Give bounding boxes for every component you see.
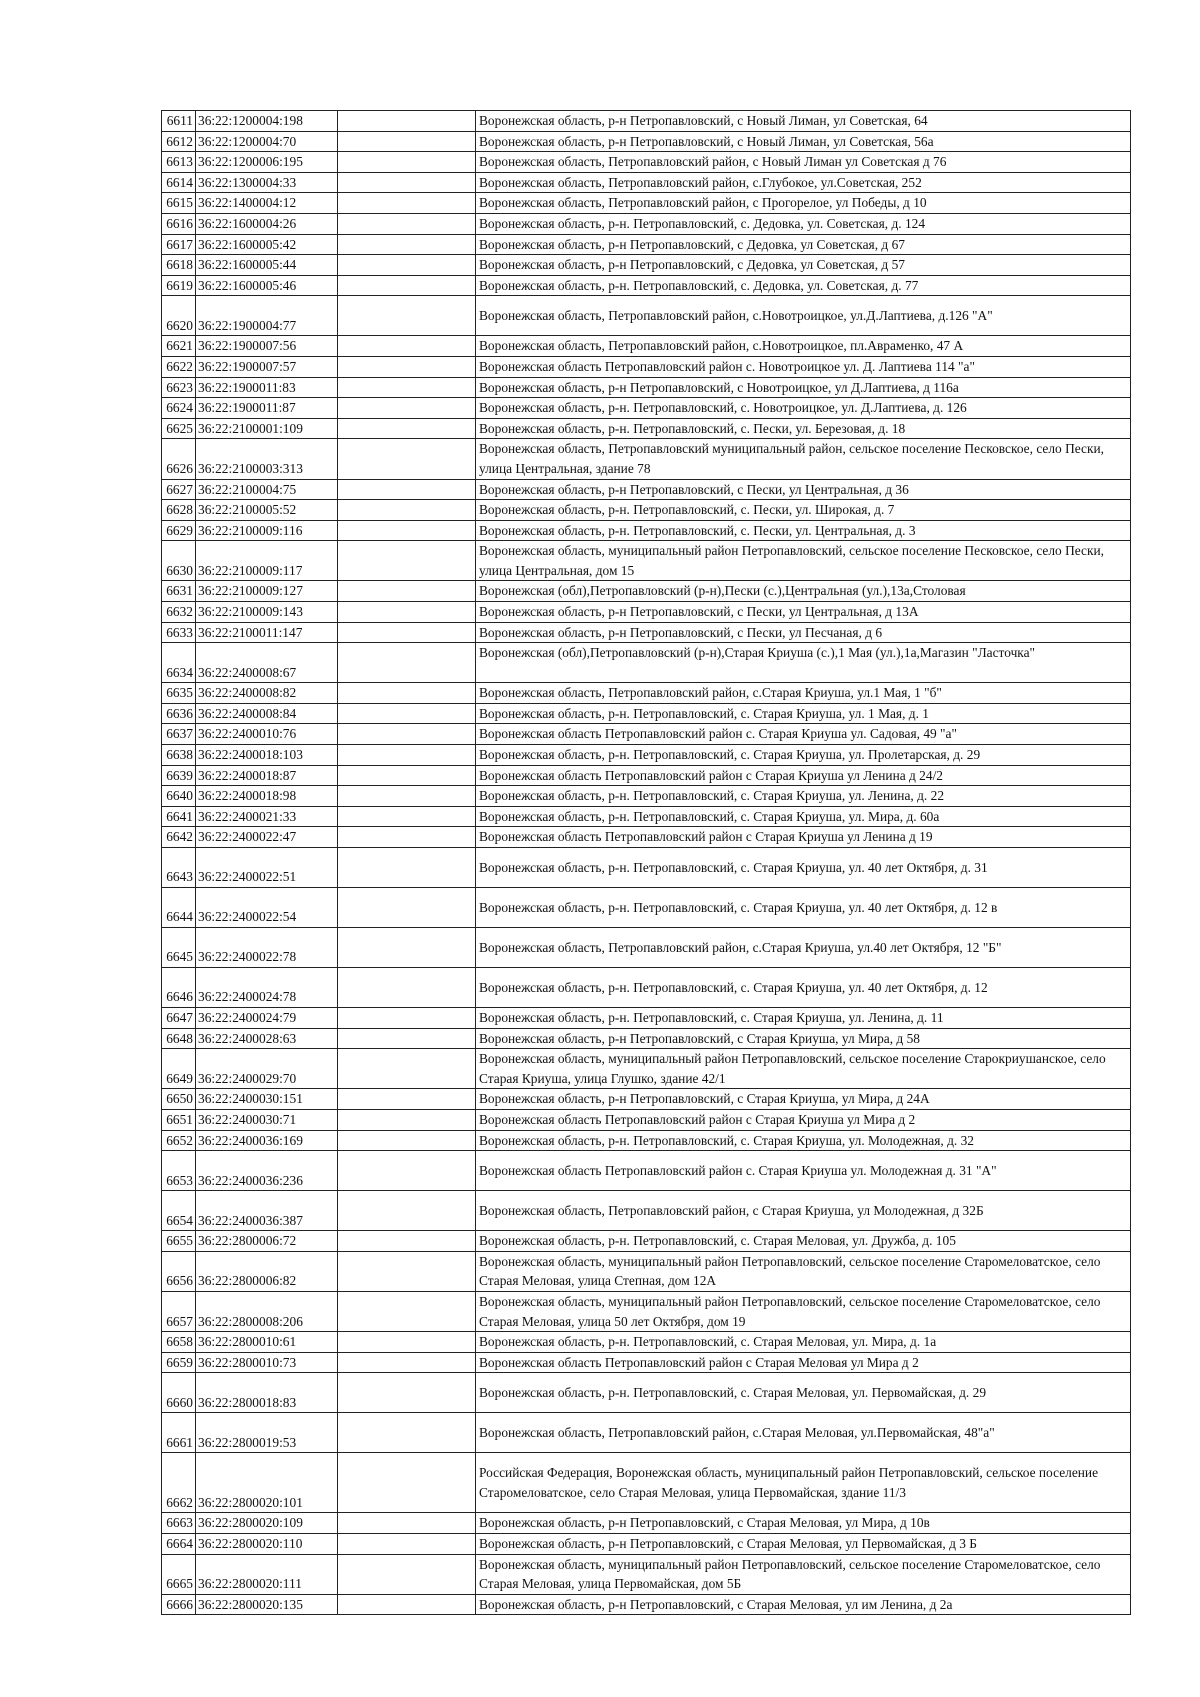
address: Воронежская область, Петропавловский муниципальный район, сельское поселение Песковское, село Пески, улица Центральная, здание 78 bbox=[476, 439, 1131, 479]
row-number: 6647 bbox=[162, 1008, 196, 1029]
row-number: 6663 bbox=[162, 1513, 196, 1534]
table-row bbox=[162, 1191, 1131, 1231]
empty-cell bbox=[338, 703, 476, 724]
cadastral-number: 36:22:1900004:77 bbox=[196, 296, 338, 336]
table-row bbox=[162, 1130, 1131, 1151]
address: Воронежская область, р-н Петропавловский, с Старая Меловая, ул им Ленина, д 2а bbox=[476, 1594, 1131, 1615]
row-number: 6665 bbox=[162, 1554, 196, 1594]
row-number: 6641 bbox=[162, 806, 196, 827]
empty-cell bbox=[338, 296, 476, 336]
empty-cell bbox=[338, 1231, 476, 1252]
empty-cell bbox=[338, 1151, 476, 1191]
address: Воронежская область, р-н. Петропавловский, с. Старая Меловая, ул. Мира, д. 1а bbox=[476, 1332, 1131, 1353]
empty-cell bbox=[338, 152, 476, 173]
cadastral-number: 36:22:2800010:73 bbox=[196, 1352, 338, 1373]
cadastral-number: 36:22:2800006:72 bbox=[196, 1231, 338, 1252]
address: Воронежская область, р-н. Петропавловский, с. Старая Криуша, ул. 40 лет Октября, д. 12 bbox=[476, 968, 1131, 1008]
cadastral-number: 36:22:2100009:127 bbox=[196, 581, 338, 602]
address: Воронежская область, Петропавловский район, с.Новотроицкое, пл.Авраменко, 47 А bbox=[476, 336, 1131, 357]
address: Воронежская область, р-н Петропавловский, с Старая Меловая, ул Первомайская, д 3 Б bbox=[476, 1533, 1131, 1554]
empty-cell bbox=[338, 928, 476, 968]
row-number: 6649 bbox=[162, 1049, 196, 1089]
empty-cell bbox=[338, 1413, 476, 1453]
address: Воронежская область, р-н Петропавловский, с Старая Меловая, ул Мира, д 10в bbox=[476, 1513, 1131, 1534]
address: Воронежская область, р-н Петропавловский, с Новый Лиман, ул Советская, 64 bbox=[476, 111, 1131, 132]
row-number: 6616 bbox=[162, 213, 196, 234]
address: Воронежская область, р-н Петропавловский, с Пески, ул Центральная, д 36 bbox=[476, 479, 1131, 500]
address: Воронежская область, р-н. Петропавловский, с. Старая Криуша, ул. Пролетарская, д. 29 bbox=[476, 745, 1131, 766]
cadastral-number: 36:22:1200004:198 bbox=[196, 111, 338, 132]
table-row bbox=[162, 1008, 1131, 1029]
cadastral-number: 36:22:1600005:42 bbox=[196, 234, 338, 255]
empty-cell bbox=[338, 1049, 476, 1089]
table-row bbox=[162, 1089, 1131, 1110]
table-row bbox=[162, 1231, 1131, 1252]
table-row bbox=[162, 703, 1131, 724]
empty-cell bbox=[338, 968, 476, 1008]
cadastral-number: 36:22:2400018:98 bbox=[196, 786, 338, 807]
empty-cell bbox=[338, 541, 476, 581]
row-number: 6628 bbox=[162, 500, 196, 521]
address: Воронежская область, р-н Петропавловский, с Новотроицкое, ул Д.Лаптиева, д 116а bbox=[476, 377, 1131, 398]
row-number: 6622 bbox=[162, 356, 196, 377]
table-row bbox=[162, 255, 1131, 276]
table-row bbox=[162, 172, 1131, 193]
empty-cell bbox=[338, 1533, 476, 1554]
empty-cell bbox=[338, 193, 476, 214]
cadastral-number: 36:22:2400021:33 bbox=[196, 806, 338, 827]
table-row bbox=[162, 213, 1131, 234]
row-number: 6619 bbox=[162, 275, 196, 296]
table-row bbox=[162, 581, 1131, 602]
empty-cell bbox=[338, 1008, 476, 1029]
row-number: 6624 bbox=[162, 398, 196, 419]
row-number: 6636 bbox=[162, 703, 196, 724]
address: Воронежская область, р-н Петропавловский, с Пески, ул Центральная, д 13А bbox=[476, 602, 1131, 623]
cadastral-number: 36:22:1400004:12 bbox=[196, 193, 338, 214]
row-number: 6611 bbox=[162, 111, 196, 132]
row-number: 6652 bbox=[162, 1130, 196, 1151]
address: Воронежская область, Петропавловский район, с.Старая Меловая, ул.Первомайская, 48"а" bbox=[476, 1413, 1131, 1453]
row-number: 6635 bbox=[162, 683, 196, 704]
table-row bbox=[162, 1109, 1131, 1130]
row-number: 6657 bbox=[162, 1291, 196, 1331]
address: Воронежская область, р-н. Петропавловский, с. Пески, ул. Березовая, д. 18 bbox=[476, 418, 1131, 439]
empty-cell bbox=[338, 602, 476, 623]
address: Воронежская область, р-н. Петропавловский, с. Пески, ул. Широкая, д. 7 bbox=[476, 500, 1131, 521]
empty-cell bbox=[338, 111, 476, 132]
cadastral-number: 36:22:2100004:75 bbox=[196, 479, 338, 500]
empty-cell bbox=[338, 213, 476, 234]
empty-cell bbox=[338, 1028, 476, 1049]
cadastral-number: 36:22:2400022:47 bbox=[196, 827, 338, 848]
cadastral-number: 36:22:2100009:143 bbox=[196, 602, 338, 623]
empty-cell bbox=[338, 1453, 476, 1513]
empty-cell bbox=[338, 172, 476, 193]
empty-cell bbox=[338, 1089, 476, 1110]
empty-cell bbox=[338, 1291, 476, 1331]
address: Воронежская область, муниципальный район Петропавловский, сельское поселение Старомеловатское, село Старая Меловая, улица Первомайская, дом 5Б bbox=[476, 1554, 1131, 1594]
cadastral-number: 36:22:2800018:83 bbox=[196, 1373, 338, 1413]
row-number: 6633 bbox=[162, 622, 196, 643]
row-number: 6617 bbox=[162, 234, 196, 255]
cadastral-number: 36:22:2100009:117 bbox=[196, 541, 338, 581]
address: Воронежская область, Петропавловский район, с.Старая Криуша, ул.1 Мая, 1 "б" bbox=[476, 683, 1131, 704]
cadastral-number: 36:22:1900007:57 bbox=[196, 356, 338, 377]
empty-cell bbox=[338, 275, 476, 296]
empty-cell bbox=[338, 1130, 476, 1151]
table-row bbox=[162, 622, 1131, 643]
table-row bbox=[162, 131, 1131, 152]
row-number: 6631 bbox=[162, 581, 196, 602]
cadastral-number: 36:22:2800020:111 bbox=[196, 1554, 338, 1594]
cadastral-number: 36:22:2400022:54 bbox=[196, 888, 338, 928]
cadastral-number: 36:22:2400024:79 bbox=[196, 1008, 338, 1029]
cadastral-number: 36:22:2100009:116 bbox=[196, 520, 338, 541]
cadastral-number: 36:22:2400029:70 bbox=[196, 1049, 338, 1089]
address: Воронежская область, р-н. Петропавловский, с. Старая Меловая, ул. Дружба, д. 105 bbox=[476, 1231, 1131, 1252]
cadastral-number: 36:22:1900011:83 bbox=[196, 377, 338, 398]
table-row bbox=[162, 356, 1131, 377]
row-number: 6614 bbox=[162, 172, 196, 193]
empty-cell bbox=[338, 683, 476, 704]
address: Воронежская область, р-н. Петропавловский, с. Старая Криуша, ул. Ленина, д. 22 bbox=[476, 786, 1131, 807]
empty-cell bbox=[338, 1373, 476, 1413]
address: Воронежская область, р-н. Петропавловский, с. Дедовка, ул. Советская, д. 124 bbox=[476, 213, 1131, 234]
cadastral-number: 36:22:2400028:63 bbox=[196, 1028, 338, 1049]
empty-cell bbox=[338, 1554, 476, 1594]
table-row bbox=[162, 1291, 1131, 1331]
address: Воронежская область, Петропавловский район, с Новый Лиман ул Советская д 76 bbox=[476, 152, 1131, 173]
cadastral-number: 36:22:1200006:195 bbox=[196, 152, 338, 173]
table-row bbox=[162, 643, 1131, 683]
address: Воронежская область, муниципальный район Петропавловский, сельское поселение Старомеловатское, село Старая Меловая, улица Степная, дом 12А bbox=[476, 1251, 1131, 1291]
address: Воронежская область, муниципальный район Петропавловский, сельское поселение Старокриушанское, село Старая Криуша, улица Глушко, здание 42/1 bbox=[476, 1049, 1131, 1089]
row-number: 6656 bbox=[162, 1251, 196, 1291]
address: Воронежская область, р-н. Петропавловский, с. Старая Криуша, ул. 40 лет Октября, д. 31 bbox=[476, 848, 1131, 888]
empty-cell bbox=[338, 418, 476, 439]
cadastral-number: 36:22:2400030:71 bbox=[196, 1109, 338, 1130]
cadastral-number: 36:22:2800010:61 bbox=[196, 1332, 338, 1353]
row-number: 6626 bbox=[162, 439, 196, 479]
row-number: 6625 bbox=[162, 418, 196, 439]
table-row bbox=[162, 398, 1131, 419]
table-row bbox=[162, 848, 1131, 888]
address: Воронежская область, р-н. Петропавловский, с. Дедовка, ул. Советская, д. 77 bbox=[476, 275, 1131, 296]
empty-cell bbox=[338, 255, 476, 276]
row-number: 6645 bbox=[162, 928, 196, 968]
table-row bbox=[162, 541, 1131, 581]
table-row bbox=[162, 765, 1131, 786]
row-number: 6640 bbox=[162, 786, 196, 807]
table-row bbox=[162, 1554, 1131, 1594]
cadastral-number: 36:22:2800020:101 bbox=[196, 1453, 338, 1513]
row-number: 6642 bbox=[162, 827, 196, 848]
row-number: 6612 bbox=[162, 131, 196, 152]
row-number: 6621 bbox=[162, 336, 196, 357]
empty-cell bbox=[338, 724, 476, 745]
table-row bbox=[162, 1028, 1131, 1049]
empty-cell bbox=[338, 1332, 476, 1353]
row-number: 6651 bbox=[162, 1109, 196, 1130]
empty-cell bbox=[338, 745, 476, 766]
table-row bbox=[162, 377, 1131, 398]
empty-cell bbox=[338, 377, 476, 398]
address: Воронежская область, р-н. Петропавловский, с. Старая Криуша, ул. Молодежная, д. 32 bbox=[476, 1130, 1131, 1151]
cadastral-number: 36:22:2400008:67 bbox=[196, 643, 338, 683]
address: Воронежская область, Петропавловский район, с.Глубокое, ул.Советская, 252 bbox=[476, 172, 1131, 193]
address: Воронежская область Петропавловский район с Старая Криуша ул Мира д 2 bbox=[476, 1109, 1131, 1130]
address: Воронежская область, Петропавловский район, с Прогорелое, ул Победы, д 10 bbox=[476, 193, 1131, 214]
empty-cell bbox=[338, 336, 476, 357]
empty-cell bbox=[338, 786, 476, 807]
table-row bbox=[162, 1453, 1131, 1513]
cadastral-number: 36:22:2400008:82 bbox=[196, 683, 338, 704]
row-number: 6653 bbox=[162, 1151, 196, 1191]
empty-cell bbox=[338, 643, 476, 683]
address: Воронежская (обл),Петропавловский (р-н),Старая Криуша (с.),1 Мая (ул.),1а,Магазин "Ласточка" bbox=[476, 643, 1131, 683]
row-number: 6650 bbox=[162, 1089, 196, 1110]
address: Воронежская область, Петропавловский район, с.Старая Криуша, ул.40 лет Октября, 12 "Б" bbox=[476, 928, 1131, 968]
table-row bbox=[162, 1049, 1131, 1089]
table-row bbox=[162, 602, 1131, 623]
row-number: 6655 bbox=[162, 1231, 196, 1252]
row-number: 6664 bbox=[162, 1533, 196, 1554]
cadastral-number: 36:22:2400018:103 bbox=[196, 745, 338, 766]
row-number: 6623 bbox=[162, 377, 196, 398]
row-number: 6613 bbox=[162, 152, 196, 173]
address: Воронежская область, р-н Петропавловский, с Старая Криуша, ул Мира, д 58 bbox=[476, 1028, 1131, 1049]
empty-cell bbox=[338, 356, 476, 377]
row-number: 6662 bbox=[162, 1453, 196, 1513]
table-row bbox=[162, 1352, 1131, 1373]
table-row bbox=[162, 479, 1131, 500]
cadastral-number: 36:22:1200004:70 bbox=[196, 131, 338, 152]
cadastral-number: 36:22:2100011:147 bbox=[196, 622, 338, 643]
cadastral-number: 36:22:2400022:78 bbox=[196, 928, 338, 968]
address: Воронежская область Петропавловский район с Старая Криуша ул Ленина д 19 bbox=[476, 827, 1131, 848]
row-number: 6630 bbox=[162, 541, 196, 581]
empty-cell bbox=[338, 888, 476, 928]
table-row bbox=[162, 1533, 1131, 1554]
table-row bbox=[162, 1373, 1131, 1413]
row-number: 6618 bbox=[162, 255, 196, 276]
address: Российская Федерация, Воронежская область, муниципальный район Петропавловский, сельское поселение Старомеловатское, село Старая Меловая, улица Первомайская, здание 11/3 bbox=[476, 1453, 1131, 1513]
cadastral-number: 36:22:1600004:26 bbox=[196, 213, 338, 234]
table-row bbox=[162, 806, 1131, 827]
empty-cell bbox=[338, 1251, 476, 1291]
cadastral-number: 36:22:2100001:109 bbox=[196, 418, 338, 439]
address: Воронежская область, р-н Петропавловский, с Дедовка, ул Советская, д 67 bbox=[476, 234, 1131, 255]
empty-cell bbox=[338, 765, 476, 786]
table-row bbox=[162, 745, 1131, 766]
row-number: 6615 bbox=[162, 193, 196, 214]
row-number: 6660 bbox=[162, 1373, 196, 1413]
address: Воронежская область Петропавловский район с Старая Меловая ул Мира д 2 bbox=[476, 1352, 1131, 1373]
cadastral-number: 36:22:2800020:110 bbox=[196, 1533, 338, 1554]
table-row bbox=[162, 193, 1131, 214]
empty-cell bbox=[338, 131, 476, 152]
cadastral-number: 36:22:2400036:387 bbox=[196, 1191, 338, 1231]
registry-table-body bbox=[162, 111, 1131, 1615]
cadastral-number: 36:22:2400022:51 bbox=[196, 848, 338, 888]
cadastral-number: 36:22:2100003:313 bbox=[196, 439, 338, 479]
address: Воронежская область, р-н Петропавловский, с Старая Криуша, ул Мира, д 24А bbox=[476, 1089, 1131, 1110]
address: Воронежская область, р-н. Петропавловский, с. Старая Криуша, ул. 40 лет Октября, д. 12 в bbox=[476, 888, 1131, 928]
address: Воронежская область, р-н. Петропавловский, с. Старая Криуша, ул. Мира, д. 60а bbox=[476, 806, 1131, 827]
cadastral-number: 36:22:1600005:46 bbox=[196, 275, 338, 296]
address: Воронежская область, Петропавловский район, с Старая Криуша, ул Молодежная, д 32Б bbox=[476, 1191, 1131, 1231]
address: Воронежская область Петропавловский район с. Старая Криуша ул. Садовая, 49 "а" bbox=[476, 724, 1131, 745]
table-row bbox=[162, 111, 1131, 132]
registry-table bbox=[161, 110, 1131, 1615]
table-row bbox=[162, 1594, 1131, 1615]
cadastral-number: 36:22:2400018:87 bbox=[196, 765, 338, 786]
table-row bbox=[162, 500, 1131, 521]
row-number: 6643 bbox=[162, 848, 196, 888]
table-row bbox=[162, 928, 1131, 968]
row-number: 6648 bbox=[162, 1028, 196, 1049]
cadastral-number: 36:22:2800020:135 bbox=[196, 1594, 338, 1615]
table-row bbox=[162, 152, 1131, 173]
address: Воронежская область, р-н. Петропавловский, с. Старая Меловая, ул. Первомайская, д. 29 bbox=[476, 1373, 1131, 1413]
table-row bbox=[162, 1332, 1131, 1353]
address: Воронежская область, Петропавловский район, с.Новотроицкое, ул.Д.Лаптиева, д.126 "А" bbox=[476, 296, 1131, 336]
address: Воронежская область, р-н. Петропавловский, с. Старая Криуша, ул. Ленина, д. 11 bbox=[476, 1008, 1131, 1029]
row-number: 6637 bbox=[162, 724, 196, 745]
address: Воронежская область, р-н. Петропавловский, с. Пески, ул. Центральная, д. 3 bbox=[476, 520, 1131, 541]
table-row bbox=[162, 724, 1131, 745]
cadastral-number: 36:22:1900007:56 bbox=[196, 336, 338, 357]
table-row bbox=[162, 786, 1131, 807]
address: Воронежская область Петропавловский район с. Старая Криуша ул. Молодежная д. 31 "А" bbox=[476, 1151, 1131, 1191]
table-row bbox=[162, 683, 1131, 704]
table-row bbox=[162, 827, 1131, 848]
row-number: 6629 bbox=[162, 520, 196, 541]
table-row bbox=[162, 418, 1131, 439]
empty-cell bbox=[338, 581, 476, 602]
cadastral-number: 36:22:1300004:33 bbox=[196, 172, 338, 193]
table-row bbox=[162, 888, 1131, 928]
cadastral-number: 36:22:2400024:78 bbox=[196, 968, 338, 1008]
address: Воронежская область, муниципальный район Петропавловский, сельское поселение Старомеловатское, село Старая Меловая, улица 50 лет Октября, дом 19 bbox=[476, 1291, 1131, 1331]
table-row bbox=[162, 1251, 1131, 1291]
empty-cell bbox=[338, 848, 476, 888]
cadastral-number: 36:22:2100005:52 bbox=[196, 500, 338, 521]
table-row bbox=[162, 1513, 1131, 1534]
cadastral-number: 36:22:2400010:76 bbox=[196, 724, 338, 745]
row-number: 6661 bbox=[162, 1413, 196, 1453]
row-number: 6627 bbox=[162, 479, 196, 500]
cadastral-number: 36:22:1900011:87 bbox=[196, 398, 338, 419]
empty-cell bbox=[338, 1594, 476, 1615]
row-number: 6654 bbox=[162, 1191, 196, 1231]
address: Воронежская область Петропавловский район с. Новотроицкое ул. Д. Лаптиева 114 "а" bbox=[476, 356, 1131, 377]
cadastral-number: 36:22:2800020:109 bbox=[196, 1513, 338, 1534]
empty-cell bbox=[338, 1352, 476, 1373]
address: Воронежская область, р-н. Петропавловский, с. Новотроицкое, ул. Д.Лаптиева, д. 126 bbox=[476, 398, 1131, 419]
empty-cell bbox=[338, 398, 476, 419]
row-number: 6659 bbox=[162, 1352, 196, 1373]
empty-cell bbox=[338, 234, 476, 255]
table-row bbox=[162, 336, 1131, 357]
address: Воронежская (обл),Петропавловский (р-н),Пески (с.),Центральная (ул.),13а,Столовая bbox=[476, 581, 1131, 602]
row-number: 6666 bbox=[162, 1594, 196, 1615]
address: Воронежская область, р-н. Петропавловский, с. Старая Криуша, ул. 1 Мая, д. 1 bbox=[476, 703, 1131, 724]
cadastral-number: 36:22:2800008:206 bbox=[196, 1291, 338, 1331]
empty-cell bbox=[338, 1191, 476, 1231]
cadastral-number: 36:22:2400008:84 bbox=[196, 703, 338, 724]
table-row bbox=[162, 968, 1131, 1008]
empty-cell bbox=[338, 806, 476, 827]
table-row bbox=[162, 234, 1131, 255]
row-number: 6639 bbox=[162, 765, 196, 786]
table-row bbox=[162, 1151, 1131, 1191]
row-number: 6646 bbox=[162, 968, 196, 1008]
table-row bbox=[162, 439, 1131, 479]
empty-cell bbox=[338, 500, 476, 521]
row-number: 6634 bbox=[162, 643, 196, 683]
address: Воронежская область, муниципальный район Петропавловский, сельское поселение Песковское, село Пески, улица Центральная, дом 15 bbox=[476, 541, 1131, 581]
table-row bbox=[162, 520, 1131, 541]
cadastral-number: 36:22:2400030:151 bbox=[196, 1089, 338, 1110]
cadastral-number: 36:22:2400036:169 bbox=[196, 1130, 338, 1151]
empty-cell bbox=[338, 622, 476, 643]
address: Воронежская область, р-н Петропавловский, с Дедовка, ул Советская, д 57 bbox=[476, 255, 1131, 276]
empty-cell bbox=[338, 520, 476, 541]
address: Воронежская область, р-н Петропавловский, с Новый Лиман, ул Советская, 56а bbox=[476, 131, 1131, 152]
empty-cell bbox=[338, 439, 476, 479]
cadastral-number: 36:22:1600005:44 bbox=[196, 255, 338, 276]
empty-cell bbox=[338, 827, 476, 848]
table-row bbox=[162, 1413, 1131, 1453]
table-row bbox=[162, 275, 1131, 296]
row-number: 6620 bbox=[162, 296, 196, 336]
cadastral-number: 36:22:2400036:236 bbox=[196, 1151, 338, 1191]
row-number: 6632 bbox=[162, 602, 196, 623]
address: Воронежская область, р-н Петропавловский, с Пески, ул Песчаная, д 6 bbox=[476, 622, 1131, 643]
address: Воронежская область Петропавловский район с Старая Криуша ул Ленина д 24/2 bbox=[476, 765, 1131, 786]
cadastral-number: 36:22:2800006:82 bbox=[196, 1251, 338, 1291]
row-number: 6658 bbox=[162, 1332, 196, 1353]
empty-cell bbox=[338, 479, 476, 500]
cadastral-number: 36:22:2800019:53 bbox=[196, 1413, 338, 1453]
table-row bbox=[162, 296, 1131, 336]
row-number: 6638 bbox=[162, 745, 196, 766]
empty-cell bbox=[338, 1513, 476, 1534]
row-number: 6644 bbox=[162, 888, 196, 928]
empty-cell bbox=[338, 1109, 476, 1130]
